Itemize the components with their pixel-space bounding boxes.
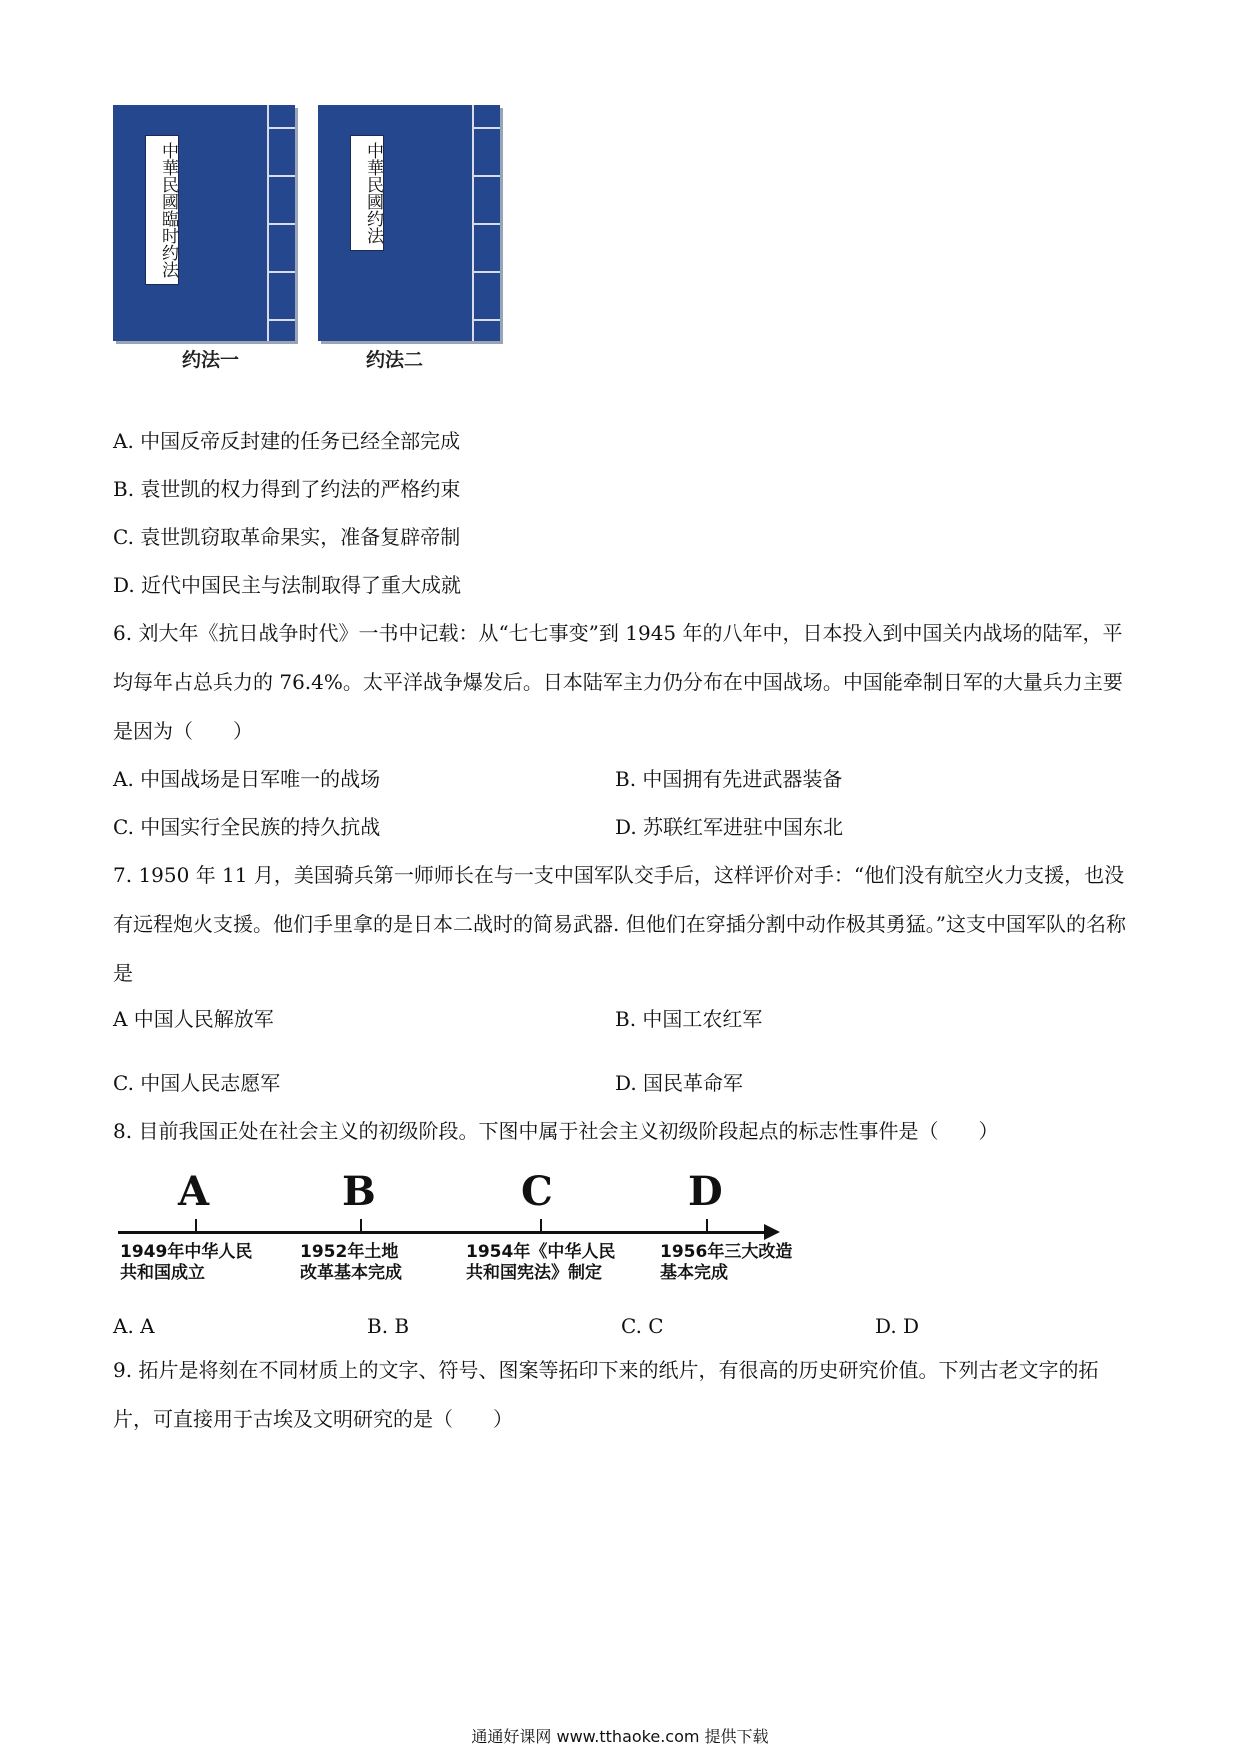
- page-footer: 通通好课网 www.tthaoke.com 提供下载: [471, 1727, 769, 1746]
- q5-option-b: B. 袁世凯的权力得到了约法的严格约束: [113, 477, 461, 501]
- timeline-caption-d: 1956年三大改造 基本完成: [660, 1242, 793, 1283]
- q8-option-a: A. A: [113, 1314, 155, 1338]
- timeline-tick: [540, 1219, 542, 1233]
- book-illustration-2: [318, 105, 500, 341]
- timeline-arrowhead: [764, 1224, 780, 1240]
- q6-stem: 6. 刘大年《抗日战争时代》一书中记载：从“七七事变”到 1945 年的八年中，日本投入到中国关内战场的陆军，平均每年占总兵力的 76.4%。太平洋战争爆发后。日本陆军主力仍分布在中国战场。中国能牵制日军的大量兵力主要是因为（ ）: [113, 621, 1123, 743]
- book-illustration-1: [113, 105, 295, 341]
- q6-option-a: A. 中国战场是日军唯一的战场: [113, 767, 381, 791]
- timeline-axis: [118, 1231, 768, 1234]
- book-spine: [472, 105, 500, 341]
- q6-option-c: C. 中国实行全民族的持久抗战: [113, 815, 381, 839]
- timeline-caption-b: 1952年土地 改革基本完成: [300, 1242, 402, 1283]
- q5-option-c: C. 袁世凯窃取革命果实，准备复辟帝制: [113, 525, 461, 549]
- timeline-letter-b: B: [342, 1168, 376, 1215]
- q7-option-c: C. 中国人民志愿军: [113, 1071, 281, 1095]
- q5-option-a: A. 中国反帝反封建的任务已经全部完成: [113, 429, 461, 453]
- q7-stem: 7. 1950 年 11 月，美国骑兵第一师师长在与一支中国军队交手后，这样评价对手：“他们没有航空火力支援，也没有远程炮火支援。他们手里拿的是日本二战时的简易武器. 但他们在穿插分割中动作极其勇猛。”这支中国军队的名称是: [113, 863, 1126, 985]
- timeline-tick: [706, 1219, 708, 1233]
- q6-option-d: D. 苏联红军进驻中国东北: [615, 815, 844, 839]
- timeline-letter-a: A: [178, 1168, 210, 1215]
- q8-option-d: D. D: [875, 1314, 920, 1338]
- q5-option-d: D. 近代中国民主与法制取得了重大成就: [113, 573, 462, 597]
- timeline-tick: [195, 1219, 197, 1233]
- timeline-caption-c: 1954年《中华人民 共和国宪法》制定: [466, 1242, 616, 1283]
- book-title-label: 中華民國约法: [350, 135, 384, 251]
- q7-option-a: A 中国人民解放军: [113, 1007, 274, 1031]
- book-caption-2: 约法二: [366, 349, 424, 371]
- q8-option-b: B. B: [367, 1314, 410, 1338]
- book-caption-1: 约法一: [182, 349, 240, 371]
- timeline-letter-d: D: [688, 1168, 723, 1215]
- timeline-caption-a: 1949年中华人民 共和国成立: [120, 1242, 253, 1283]
- timeline-tick: [360, 1219, 362, 1233]
- book-spine: [267, 105, 295, 341]
- q9-stem: 9. 拓片是将刻在不同材质上的文字、符号、图案等拓印下来的纸片，有很高的历史研究价值。下列古老文字的拓片，可直接用于古埃及文明研究的是（ ）: [113, 1358, 1099, 1431]
- q7-option-d: D. 国民革命军: [615, 1071, 744, 1095]
- q8-stem: 8. 目前我国正处在社会主义的初级阶段。下图中属于社会主义初级阶段起点的标志性事件是（ ）: [113, 1119, 999, 1143]
- book-title-label: 中華民國臨时约法: [145, 135, 179, 285]
- q6-option-b: B. 中国拥有先进武器装备: [615, 767, 843, 791]
- q8-option-c: C. C: [621, 1314, 664, 1338]
- timeline-letter-c: C: [521, 1168, 553, 1215]
- q7-option-b: B. 中国工农红军: [615, 1007, 763, 1031]
